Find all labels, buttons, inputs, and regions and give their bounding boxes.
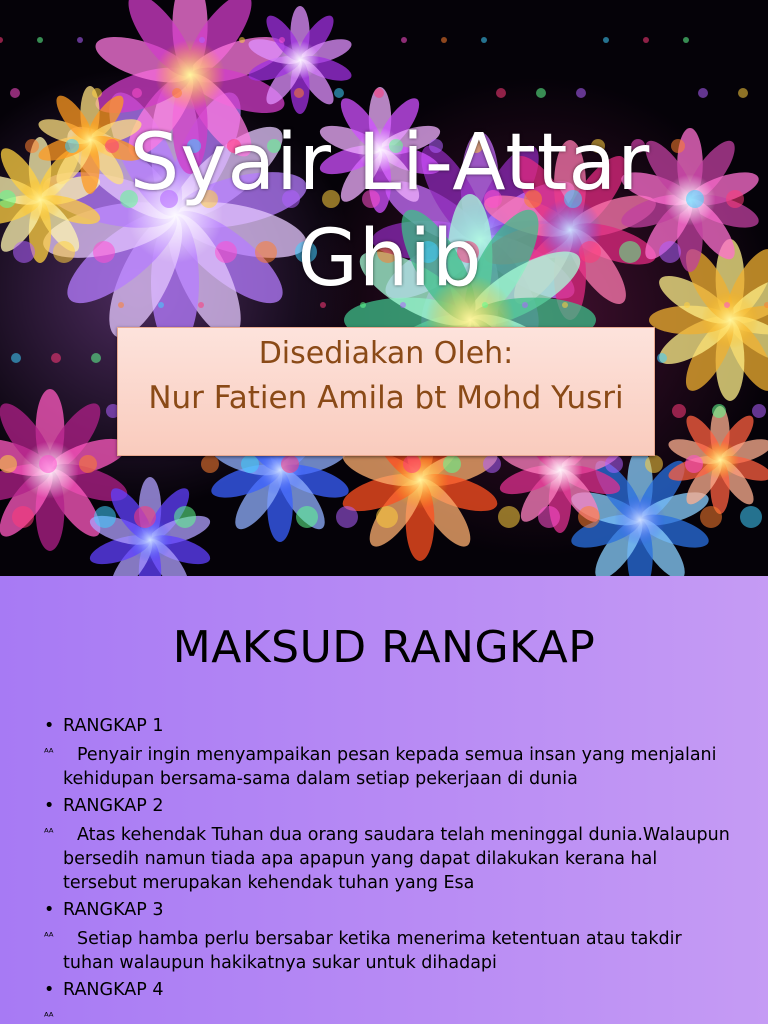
stanza-meaning: Setiap hamba perlu bersabar ketika menerima ketentuan atau takdir tuhan walaupun hakikatnya sukar untuk dihadapi xyxy=(63,929,682,973)
bullet-icon: • xyxy=(44,716,55,736)
sub-bullet-icon: ᴬᴬ xyxy=(44,1010,54,1023)
stanza-meaning: Penyair ingin menyampaikan pesan kepada semua insan yang menjalani kehidupan bersama-sama dalam setiap pekerjaan di dunia xyxy=(63,745,717,789)
stanza-heading: RANGKAP 2 xyxy=(63,796,164,816)
sub-bullet-icon: ᴬᴬ xyxy=(44,826,54,839)
content-slide-title: MAKSUD RANGKAP xyxy=(172,622,596,673)
list-item xyxy=(44,794,734,818)
stanza-meaning: Atas kehendak Tuhan dua orang saudara telah meninggal dunia.Walaupun bersedih namun tiada apa apapun yang dapat dilakukan kerana hal tersebut merupakan kehendak tuhan yang Esa xyxy=(63,825,730,893)
bullet-icon: • xyxy=(44,980,55,1000)
sub-bullet-icon: ᴬᴬ xyxy=(44,746,54,759)
sub-bullet-icon: ᴬᴬ xyxy=(44,930,54,943)
subtitle-box xyxy=(117,327,655,456)
list-item xyxy=(44,898,734,922)
list-item xyxy=(44,743,734,791)
list-item xyxy=(44,927,734,975)
stanza-heading: RANGKAP 1 xyxy=(63,716,164,736)
bullet-icon: • xyxy=(44,796,55,816)
list-item xyxy=(44,823,734,895)
content-slide xyxy=(0,576,768,1024)
list-item xyxy=(44,714,734,738)
subtitle-name: Nur Fatien Amila bt Mohd Yusri xyxy=(148,380,624,416)
bullet-icon: • xyxy=(44,900,55,920)
stanza-heading: RANGKAP 4 xyxy=(63,980,164,1000)
stanza-list xyxy=(44,714,734,1023)
list-item xyxy=(44,978,734,1002)
stanza-heading: RANGKAP 3 xyxy=(63,900,164,920)
slide-title: Syair Li-Attar Ghib xyxy=(129,118,651,304)
subtitle-label: Disediakan Oleh: xyxy=(258,336,514,371)
